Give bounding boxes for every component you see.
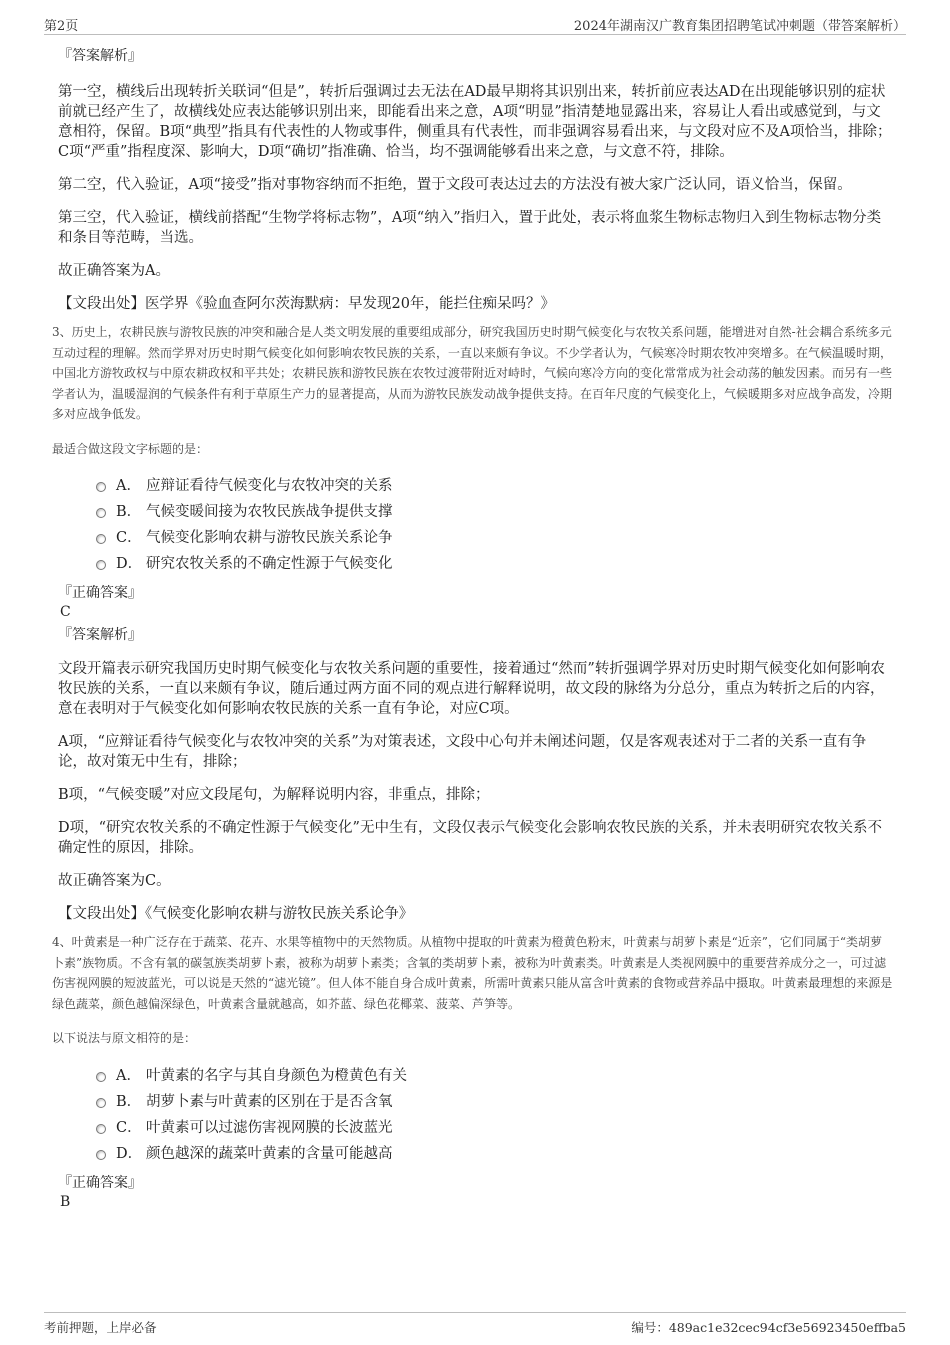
q2-analysis-label: 『答案解析』: [58, 48, 142, 64]
footer-slogan: 考前押题，上岸必备: [44, 1320, 157, 1335]
q3-analysis-label: 『答案解析』: [58, 627, 142, 643]
radio-icon[interactable]: [96, 534, 106, 544]
q4-option-a[interactable]: A． 叶黄素的名字与其自身颜色为橙黄色有关: [96, 1063, 894, 1089]
page-header: [44, 12, 906, 35]
q3-analysis-p3: B项，“气候变暖”对应文段尾句，为解释说明内容，非重点，排除；: [58, 787, 490, 803]
q4-option-d[interactable]: D． 颜色越深的蔬菜叶黄素的含量可能越高: [96, 1141, 894, 1167]
document-title: 2024年湖南汉广教育集团招聘笔试冲刺题（带答案解析）: [573, 19, 906, 34]
q4-correct-answer: B: [60, 1193, 71, 1210]
q4-option-c[interactable]: C． 叶黄素可以过滤伤害视网膜的长波蓝光: [96, 1115, 894, 1141]
q3-option-b[interactable]: B． 气候变暖间接为农牧民族战争提供支撑: [96, 499, 894, 525]
q3-stem: 3、历史上，农耕民族与游牧民族的冲突和融合是人类文明发展的重要组成部分，研究我国历史时期气候变化与农牧关系问题，能增进对自然-社会耦合系统多元互动过程的理解。然而学界对历史时期气候变化如何影响农牧民族的关系，一直以来颇有争议。不少学者认为，气候寒冷时期农牧冲突增多。在气候温暖时期，中国北方游牧政权与中原农耕政权和平共处；农耕民族和游牧民族在农牧过渡带附近对峙时，气候向寒冷方向的变化常常成为社会动荡的触发因素。而另有一些学者认为，温暖湿润的气候条件有利于草原生产力的显著提高，从而为游牧民族发动战争提供支持。在百年尺度的气候变化上，气候暖期多对应战争高发，冷期多对应战争低发。: [52, 325, 893, 421]
q4-option-b[interactable]: B． 胡萝卜素与叶黄素的区别在于是否含氧: [96, 1089, 894, 1115]
q3-option-c[interactable]: C． 气候变化影响农耕与游牧民族关系论争: [96, 525, 894, 551]
page-content: [52, 44, 894, 1211]
document-serial: 编号：489ac1e32cec94cf3e56923450effba5: [631, 1320, 906, 1335]
q4-options: [58, 1063, 894, 1167]
page-number: 第2页: [44, 19, 79, 34]
q3-conclusion: 故正确答案为C。: [58, 873, 171, 889]
q3-source: 【文段出处】《气候变化影响农耕与游牧民族关系论争》: [58, 906, 414, 922]
q3-correct-label: 『正确答案』: [58, 585, 142, 601]
q3-correct-answer: C: [60, 604, 71, 620]
q3-question: 最适合做这段文字标题的是：: [52, 441, 209, 456]
q2-source: 【文段出处】医学界《验血查阿尔茨海默病：早发现20年，能拦住痴呆吗？》: [58, 296, 555, 312]
q3-analysis-p2: A项，“应辩证看待气候变化与农牧冲突的关系”为对策表述，文段中心句并未阐述问题，仅是客观表述对于二者的关系一直有争论，故对策无中生有，排除；: [58, 734, 867, 770]
q4-stem: 4、叶黄素是一种广泛存在于蔬菜、花卉、水果等植物中的天然物质。从植物中提取的叶黄素为橙黄色粉末，叶黄素与胡萝卜素是“近亲”，它们同属于“类胡萝卜素”族物质。不含有氧的碳氢族类胡萝卜素，被称为胡萝卜素类；含氧的类胡萝卜素，被称为叶黄素类。叶黄素是人类视网膜中的重要营养成分之一，可过滤伤害视网膜的短波蓝光，可以说是天然的“滤光镜”。但人体不能自身合成叶黄素，所需叶黄素只能从富含叶黄素的食物或营养品中摄取。叶黄素最理想的来源是绿色蔬菜，颜色越偏深绿色，叶黄素含量就越高，如芥蓝、绿色花椰菜、菠菜、芦笋等。: [52, 935, 893, 1011]
q2-analysis-p2: 第二空，代入验证，A项“接受”指对事物容纳而不拒绝，置于文段可表达过去的方法没有被大家广泛认同，语义恰当，保留。: [58, 177, 852, 193]
q2-analysis-p3: 第三空，代入验证，横线前搭配“生物学将标志物”，A项“纳入”指归入，置于此处，表示将血浆生物标志物归入到生物标志物分类和条目等范畴，当选。: [58, 210, 882, 246]
q3-option-d[interactable]: D． 研究农牧关系的不确定性源于气候变化: [96, 551, 894, 577]
q3-analysis-p4: D项，“研究农牧关系的不确定性源于气候变化”无中生有，文段仅表示气候变化会影响农牧民族的关系，并未表明研究农牧关系不确定性的原因，排除。: [58, 820, 882, 856]
q3-analysis-p1: 文段开篇表示研究我国历史时期气候变化与农牧关系问题的重要性，接着通过“然而”转折强调学界对历史时期气候变化如何影响农牧民族的关系，一直以来颇有争议，随后通过两方面不同的观点进行解释说明，故文段的脉络为分总分，重点为转折之后的内容，意在表明对于气候变化如何影响农牧民族的关系一直有争论，对应C项。: [58, 661, 885, 717]
q3-option-a[interactable]: A． 应辩证看待气候变化与农牧冲突的关系: [96, 473, 894, 499]
radio-icon[interactable]: [96, 1150, 106, 1160]
q2-analysis-p1: 第一空，横线后出现转折关联词“但是”，转折后强调过去无法在AD最早期将其识别出来，转折前应表达AD在出现能够识别的症状前就已经产生了，故横线处应表达能够识别出来，即能看出来之意，A项“明显”指清楚地显露出来，容易让人看出或感觉到，与文意相符，保留。B项“典型”指具有代表性的人物或事件，侧重具有代表性，而非强调容易看出来，与文段对应不及A项恰当，排除；C项“严重”指程度深、影响大，D项“确切”指准确、恰当，均不强调能够看出来之意，与文意不符，排除。: [58, 84, 892, 160]
q4-question: 以下说法与原文相符的是：: [52, 1031, 197, 1045]
radio-icon[interactable]: [96, 1098, 106, 1108]
q2-conclusion: 故正确答案为A。: [58, 263, 170, 279]
radio-icon[interactable]: [96, 1072, 106, 1082]
radio-icon[interactable]: [96, 508, 106, 518]
q3-options: [58, 473, 894, 577]
page-footer: [44, 1312, 906, 1337]
radio-icon[interactable]: [96, 482, 106, 492]
radio-icon[interactable]: [96, 1124, 106, 1134]
q4-correct-label: 『正确答案』: [58, 1174, 142, 1191]
radio-icon[interactable]: [96, 560, 106, 570]
